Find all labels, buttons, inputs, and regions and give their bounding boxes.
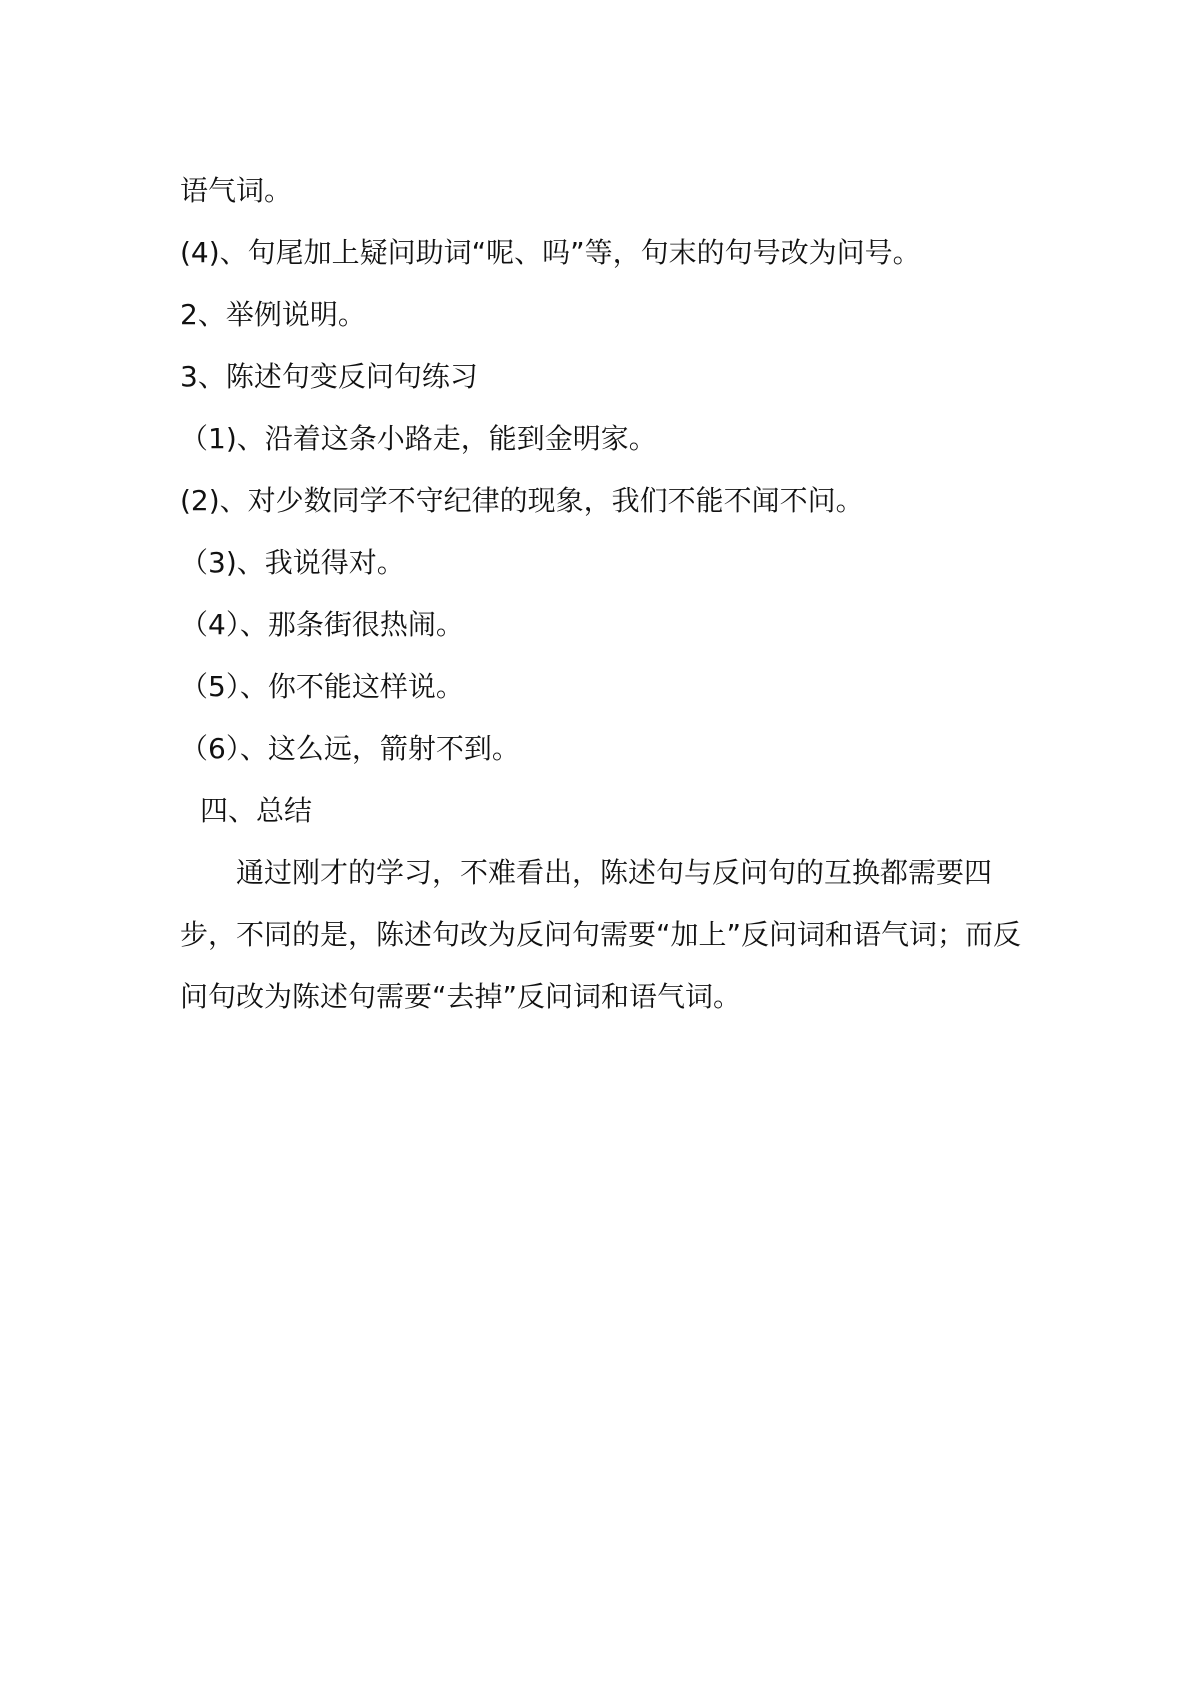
- exercise-item-6: （6）、这么远，箭射不到。: [180, 732, 520, 765]
- document-body: [180, 160, 1030, 1028]
- exercise-item-1: （1)、沿着这条小路走，能到金明家。: [180, 422, 657, 455]
- exercise-item-5: （5）、你不能这样说。: [180, 670, 464, 703]
- exercise-item-2: (2)、对少数同学不守纪律的现象，我们不能不闻不问。: [180, 484, 864, 517]
- section-heading-summary: 四、总结: [200, 794, 313, 827]
- summary-paragraph: 通过刚才的学习，不难看出，陈述句与反问句的互换都需要四步，不同的是，陈述句改为反问句需要“加上”反问词和语气词；而反问句改为陈述句需要“去掉”反问词和语气词。: [180, 856, 1022, 1013]
- text-line-exercise-heading: 3、陈述句变反问句练习: [180, 360, 478, 393]
- text-line-continuation: 语气词。: [180, 174, 293, 207]
- text-line-step-4: (4)、句尾加上疑问助词“呢、吗”等，句末的句号改为问号。: [180, 236, 921, 269]
- exercise-item-4: （4）、那条街很热闹。: [180, 608, 464, 641]
- exercise-item-3: （3)、我说得对。: [180, 546, 405, 579]
- text-line-example: 2、举例说明。: [180, 298, 366, 331]
